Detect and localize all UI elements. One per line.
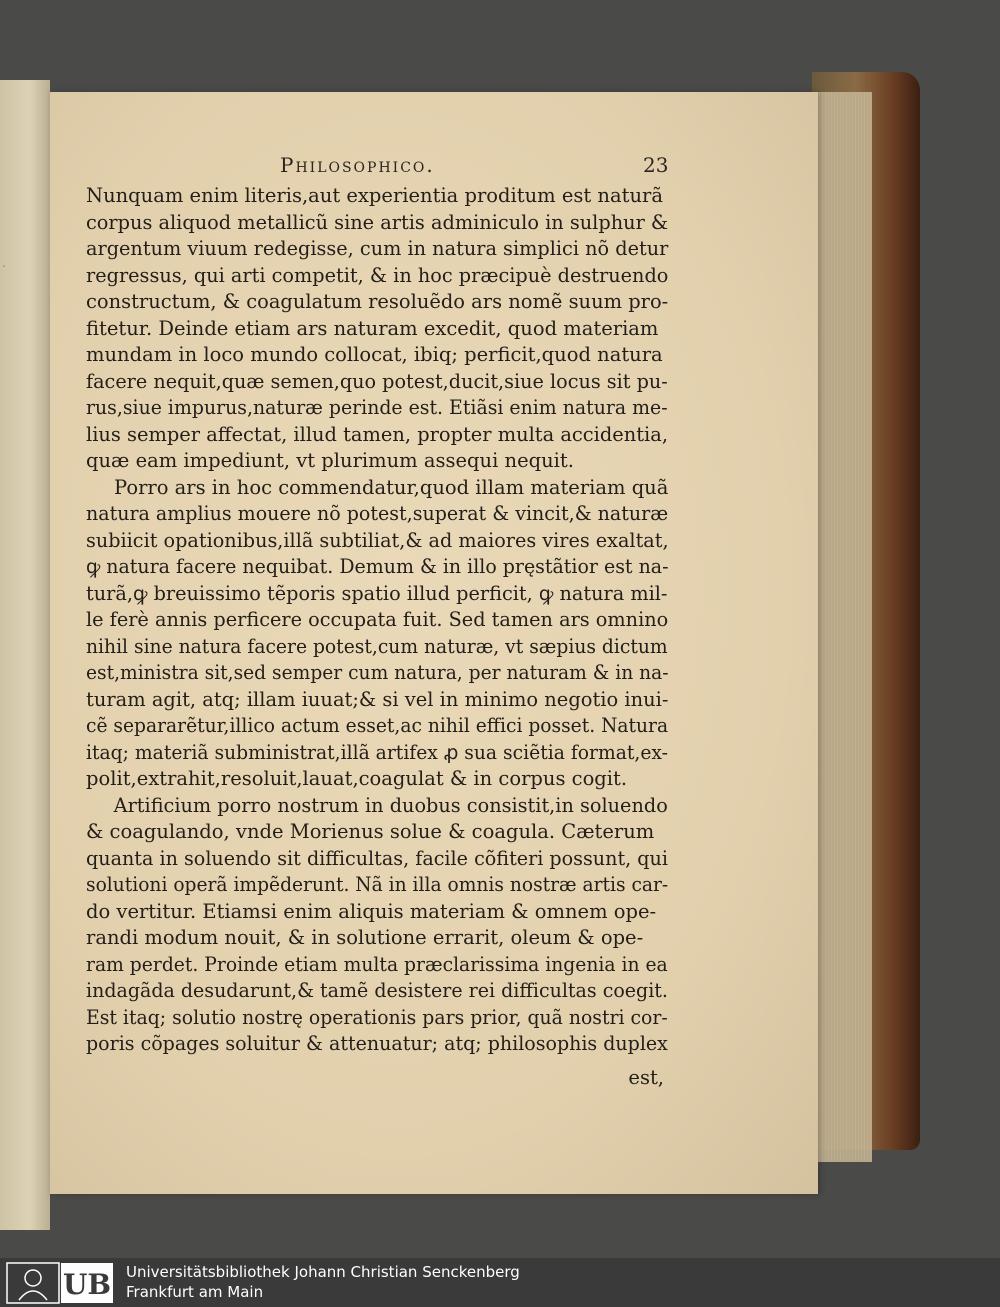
- text-line: turã,ꝙ breuissimo tẽporis spatio illud perficit, ꝙ natura mil-: [86, 581, 668, 605]
- text-line: mundam in loco mundo collocat, ibiq; perficit,quod natura: [86, 343, 663, 366]
- text-line: itaq; materiã subministrat,illã artifex ꝓ sua sciẽtia format,ex-: [86, 740, 668, 764]
- text-line: indagãda desudarunt,& tamẽ desistere rei difficultas coegit.: [86, 979, 668, 1002]
- text-line: Est itaq; solutio nostrę operationis pars prior, quã nostri cor-: [86, 1005, 668, 1029]
- library-location: Frankfurt am Main: [126, 1283, 264, 1301]
- text-line: subiicit opationibus,illã subtiliat,& ad maiores vires exaltat,: [86, 528, 669, 552]
- library-logo-icon[interactable]: [6, 1262, 114, 1304]
- text-line: turam agit, atq; illam iuuat;& si vel in minimo negotio inui-: [86, 687, 669, 711]
- text-line: Artificium porro nostrum in duobus consistit,in soluendo: [113, 793, 668, 817]
- text-line: do vertitur. Etiamsi enim aliquis materiam & omnem ope-: [86, 899, 657, 923]
- text-line: solutioni operã impẽderunt. Nã in illa omnis nostræ artis car-: [86, 873, 669, 896]
- text-line: nihil sine natura facere potest,cum naturæ, vt sæpius dictum: [86, 634, 668, 658]
- text-line: argentum viuum redegisse, cum in natura simplici nõ detur: [86, 237, 669, 260]
- text-line: natura amplius mouere nõ potest,superat & vincit,& naturæ: [86, 502, 669, 525]
- text-line: rus,siue impurus,naturæ perinde est. Etiãsi enim natura me-: [86, 396, 668, 419]
- catchword: est,: [628, 1066, 664, 1089]
- logo-text: UB: [62, 1268, 112, 1301]
- facing-page-edge: [0, 80, 50, 1230]
- text-line: poris cõpages soluitur & attenuatur; atq; philosophis duplex: [86, 1032, 668, 1055]
- running-head: Philosophico.: [280, 153, 435, 177]
- library-name: Universitätsbibliothek Johann Christian Senckenberg: [126, 1263, 520, 1281]
- text-line: Nunquam enim literis,aut experientia proditum est naturã: [86, 184, 663, 207]
- text-line: constructum, & coagulatum resoluẽdo ars nomẽ suum pro-: [86, 290, 669, 313]
- body-text: [86, 183, 669, 1058]
- text-line: lius semper affectat, illud tamen, propter multa accidentia,: [86, 422, 668, 446]
- text-line: randi modum nouit, & in solutione errarit, oleum & ope-: [86, 926, 644, 949]
- text-line: le ferè annis perficere occupata fuit. Sed tamen ars omnino: [86, 608, 669, 631]
- text-line: regressus, qui arti competit, & in hoc præcipuè destruendo: [86, 263, 669, 287]
- text-line: facere nequit,quæ semen,quo potest,ducit,siue locus sit pu-: [86, 369, 668, 393]
- text-line: ꝙ natura facere nequibat. Demum & in illo pręstãtior est na-: [86, 555, 669, 578]
- text-line: corpus aliquod metallicũ sine artis adminiculo in sulphur &: [86, 210, 669, 234]
- text-line: polit,extrahit,resoluit,lauat,coagulat & in corpus cogit.: [86, 767, 628, 790]
- footer-bar: [0, 1258, 1000, 1307]
- text-line: est,ministra sit,sed semper cum natura, per naturam & in na-: [86, 661, 669, 684]
- facing-page-text-fragment: .: [2, 256, 7, 271]
- page-number: 23: [643, 153, 669, 177]
- text-line: cẽ separarẽtur,illico actum esset,ac nihil effici posset. Natura: [86, 714, 669, 737]
- text-line: quæ eam impediunt, vt plurimum assequi nequit.: [86, 449, 574, 472]
- text-line: Porro ars in hoc commendatur,quod illam materiam quã: [114, 475, 669, 499]
- page-edges: [812, 92, 872, 1162]
- text-line: & coagulando, vnde Morienus solue & coagula. Cæterum: [86, 820, 655, 843]
- text-line: fitetur. Deinde etiam ars naturam excedit, quod materiam: [86, 316, 659, 340]
- catchword-row: [86, 1066, 666, 1092]
- text-line: quanta in soluendo sit difficultas, facile cõfiteri possunt, qui: [86, 846, 668, 870]
- text-line: ram perdet. Proinde etiam multa præclarissima ingenia in ea: [86, 952, 668, 976]
